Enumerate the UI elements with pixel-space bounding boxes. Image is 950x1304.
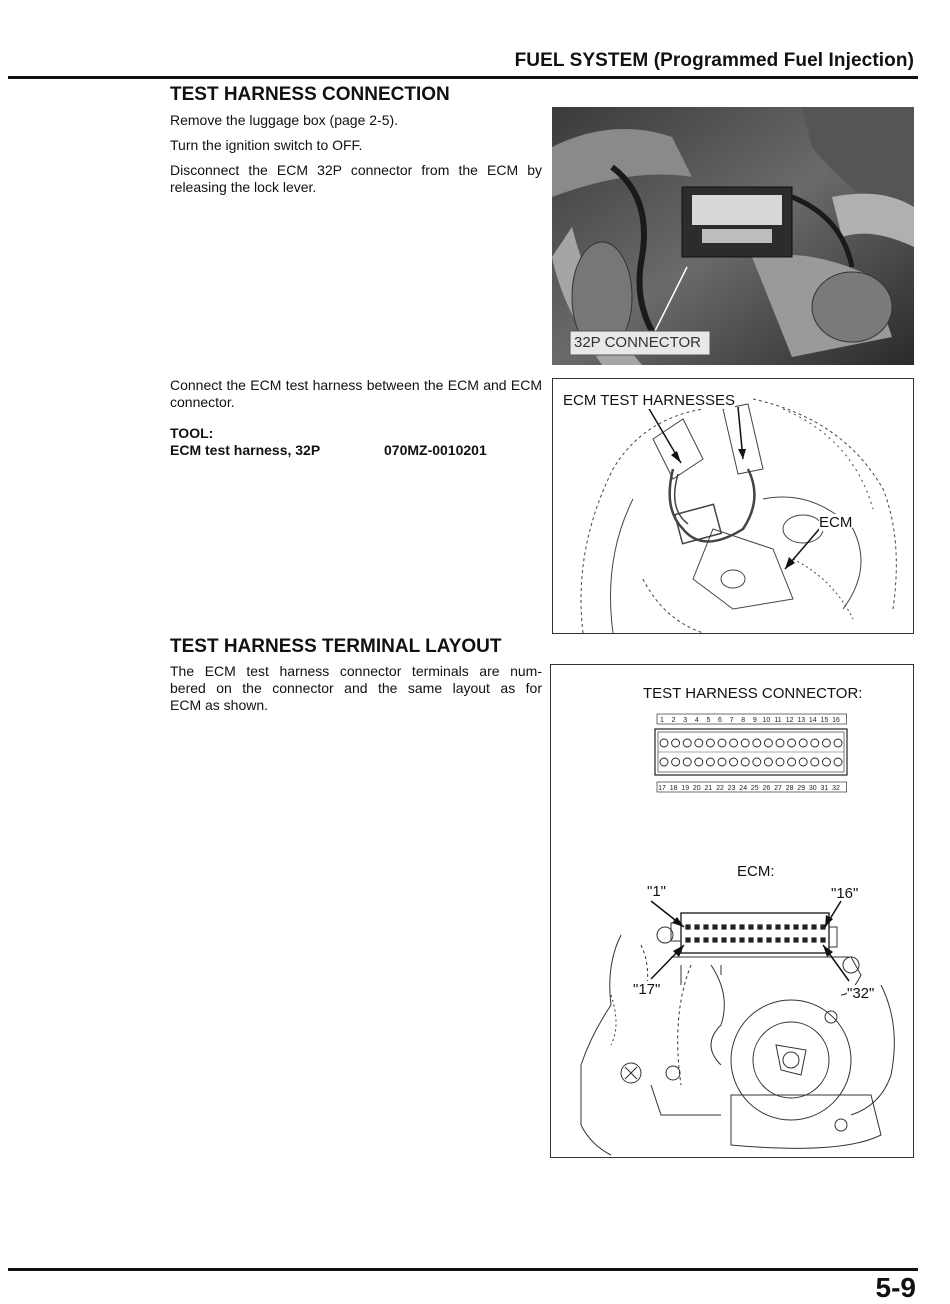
section-heading: TEST HARNESS TERMINAL LAYOUT [170, 636, 502, 657]
connector-pin [802, 937, 807, 942]
connector-diagram [551, 665, 913, 1157]
ecm-test-harness-figure [552, 378, 914, 634]
connector-pin [748, 924, 753, 929]
step-3: Disconnect the ECM 32P connector from the ECM by releasing the lock lever. [170, 162, 542, 195]
connector-pin [775, 924, 780, 929]
connector-pin [788, 739, 796, 747]
connector-pin [834, 739, 842, 747]
connector-pin [695, 758, 703, 766]
connector-pin [775, 937, 780, 942]
connector-pin [793, 937, 798, 942]
connector-pin [766, 924, 771, 929]
connector-pin [741, 739, 749, 747]
bottom-row-numbers [657, 782, 847, 792]
connector-pin [660, 739, 668, 747]
connector-pin [694, 937, 699, 942]
connector-pin [757, 937, 762, 942]
pin-number: 9 [752, 717, 757, 724]
connector-pin [703, 924, 708, 929]
connect-instruction: Connect the ECM test harness between the ECM and ECM connector. [170, 377, 542, 410]
connector-pin [799, 758, 807, 766]
pin-number: 5 [706, 717, 711, 724]
connector-pin [811, 739, 819, 747]
connector-pin [788, 758, 796, 766]
connector-pin [721, 937, 726, 942]
pin-number: 29 [797, 785, 806, 792]
pin-number: 8 [741, 717, 746, 724]
step-1: Remove the luggage box (page 2-5). [170, 112, 399, 128]
connector-pin [672, 739, 680, 747]
connector-pin [730, 739, 738, 747]
pin-number: 13 [797, 717, 806, 724]
pin-number: 6 [718, 717, 722, 724]
connector-pin [811, 758, 819, 766]
pin-number: 25 [750, 785, 759, 792]
connector-pin [799, 739, 807, 747]
pin-number: 26 [762, 785, 771, 792]
connector-pin [695, 739, 703, 747]
section-heading: TEST HARNESS CONNECTION [170, 84, 450, 105]
connector-pin [706, 758, 714, 766]
connector-pin [793, 924, 798, 929]
pin-number: 11 [774, 717, 782, 724]
pin-number: 1 [660, 717, 664, 724]
pin-number: 18 [669, 785, 678, 792]
connector-pin [822, 739, 830, 747]
connector-pin [811, 924, 816, 929]
connector-pin [802, 924, 807, 929]
connector-pin [820, 924, 825, 929]
pin-number: 21 [704, 785, 713, 792]
section-test-harness-connection [170, 84, 450, 106]
pin-number: 14 [808, 717, 817, 724]
pin-number: 3 [683, 717, 688, 724]
pin-number: 32 [832, 785, 840, 792]
connector-pin [721, 924, 726, 929]
connector-pin [811, 937, 816, 942]
connector-pin [730, 758, 738, 766]
connector-pin [694, 924, 699, 929]
connector-pin [741, 758, 749, 766]
page-header-title: FUEL SYSTEM (Programmed Fuel Injection) [514, 50, 914, 71]
top-row-numbers [657, 714, 847, 724]
pin-number: 15 [820, 717, 829, 724]
connector-pin [753, 758, 761, 766]
pin-number: 23 [727, 785, 736, 792]
pin-number: 19 [681, 785, 690, 792]
tool-label: TOOL: [170, 425, 214, 441]
connector-pin [748, 937, 753, 942]
description-line-1: The ECM test harness connector terminals are num- [170, 663, 542, 679]
pin-number: 27 [774, 785, 782, 792]
pin-number: 17 [658, 785, 666, 792]
connector-pin [730, 937, 735, 942]
ecm-title: ECM: [737, 863, 775, 880]
footer-rule [8, 1268, 918, 1271]
label-ecm-test-harnesses: ECM TEST HARNESSES [563, 392, 735, 409]
connector-pin [776, 739, 784, 747]
pin-number: 16 [832, 717, 840, 724]
connector-pin [757, 924, 762, 929]
connector-pin [685, 937, 690, 942]
connector-pin [753, 739, 761, 747]
photo-label-32p-connector: 32P CONNECTOR [574, 334, 701, 351]
connector-pin [739, 924, 744, 929]
connector-pin [683, 739, 691, 747]
section-test-harness-terminal-layout [170, 636, 501, 658]
description-line-2: bered on the connector and the same layout as for [170, 680, 542, 696]
connector-pin [706, 739, 714, 747]
header-rule [8, 76, 918, 79]
connector-pin [672, 758, 680, 766]
connector-pin [834, 758, 842, 766]
step-2: Turn the ignition switch to OFF. [170, 137, 363, 153]
terminal-layout-figure [550, 664, 914, 1158]
connector-pin [764, 758, 772, 766]
pin-label-1: "1" [647, 883, 666, 900]
description-line-3: ECM as shown. [170, 697, 269, 713]
connector-pin [739, 937, 744, 942]
connector-pin [685, 924, 690, 929]
ecm-connector-photo [552, 107, 914, 365]
pin-number: 10 [762, 717, 771, 724]
connector-pin [683, 758, 691, 766]
connector-pin [822, 758, 830, 766]
pin-number: 4 [694, 717, 699, 724]
pin-number: 7 [729, 717, 734, 724]
connector-pin [703, 937, 708, 942]
pin-label-32: "32" [847, 985, 875, 1002]
pin-number: 31 [820, 785, 829, 792]
pin-number: 2 [671, 717, 676, 724]
pin-number: 22 [716, 785, 724, 792]
label-ecm: ECM [819, 514, 853, 531]
connector-pin [784, 937, 789, 942]
connector-pin [718, 739, 726, 747]
test-harness-connector-title: TEST HARNESS CONNECTOR: [643, 685, 863, 702]
pin-number: 24 [739, 785, 748, 792]
pin-label-16: "16" [831, 885, 859, 902]
connector-pin [776, 758, 784, 766]
page-number: 5-9 [875, 1272, 916, 1303]
pin-number: 12 [785, 717, 794, 724]
connector-pin [820, 937, 825, 942]
connector-pin [712, 937, 717, 942]
connector-pin [730, 924, 735, 929]
connector-pin [764, 739, 772, 747]
pin-label-17: "17" [633, 981, 661, 998]
connector-pin [784, 924, 789, 929]
pin-number: 30 [808, 785, 817, 792]
pin-number: 20 [692, 785, 701, 792]
connector-pin [766, 937, 771, 942]
connector-pin [718, 758, 726, 766]
tool-name: ECM test harness, 32P [170, 442, 321, 458]
terminal-layout-description [170, 663, 542, 714]
connector-pin [660, 758, 668, 766]
connector-pin [712, 924, 717, 929]
pin-number: 28 [785, 785, 794, 792]
tool-part-number: 070MZ-0010201 [384, 442, 487, 458]
